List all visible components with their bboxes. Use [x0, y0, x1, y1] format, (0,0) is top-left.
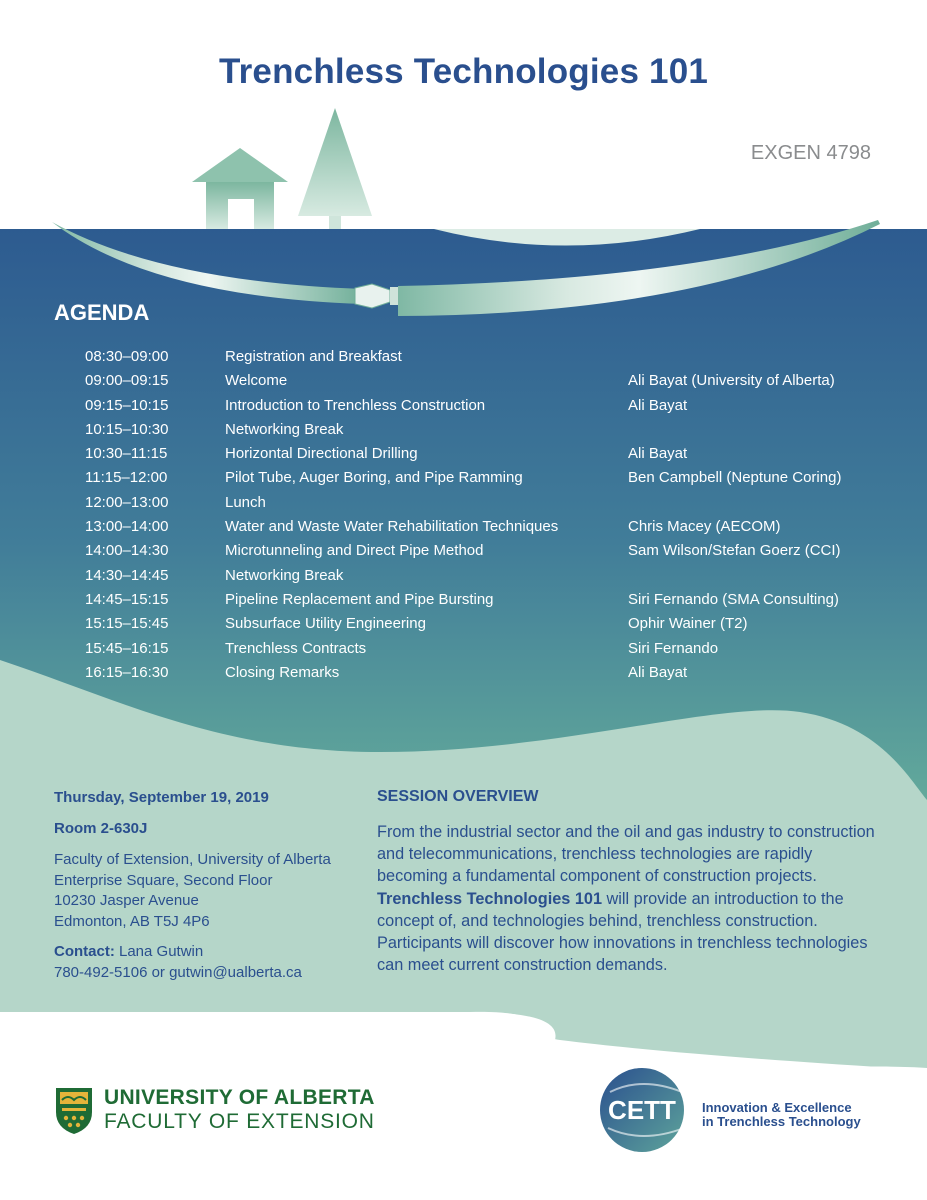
agenda-time: 16:15–16:30 — [85, 663, 169, 681]
agenda-speaker: Ophir Wainer (T2) — [628, 615, 748, 633]
agenda-time: 09:15–10:15 — [85, 396, 169, 414]
contact-name: Lana Gutwin — [114, 943, 204, 960]
address-line: 10230 Jasper Avenue — [54, 892, 199, 909]
agenda-row — [0, 515, 927, 539]
agenda-time: 15:45–16:15 — [85, 639, 169, 657]
agenda-topic: Networking Break — [225, 566, 344, 584]
agenda-time: 14:00–14:30 — [85, 542, 169, 560]
overview-course-name: Trenchless Technologies 101 — [377, 889, 603, 908]
event-address — [54, 850, 364, 932]
course-code: EXGEN 4798 — [750, 142, 871, 164]
house-door — [228, 199, 254, 229]
ua-wordmark — [104, 1086, 375, 1134]
overview-text — [377, 821, 877, 976]
ua-faculty: FACULTY OF EXTENSION — [104, 1110, 375, 1133]
agenda-time: 13:00–14:00 — [85, 518, 169, 536]
agenda-speaker: Siri Fernando — [628, 639, 719, 657]
agenda-speaker: Ali Bayat — [628, 663, 688, 681]
event-room: Room 2-630J — [54, 820, 148, 837]
agenda-table — [0, 345, 927, 685]
agenda-speaker: Siri Fernando (SMA Consulting) — [628, 590, 839, 608]
page-title: Trenchless Technologies 101 — [218, 52, 709, 91]
agenda-row — [0, 369, 927, 393]
tree-crown — [298, 108, 372, 216]
agenda-time: 10:30–11:15 — [85, 445, 168, 463]
agenda-time: 12:00–13:00 — [85, 493, 169, 511]
agenda-topic: Introduction to Trenchless Construction — [225, 396, 486, 414]
cett-tagline-line1: Innovation & Excellence — [702, 1100, 852, 1115]
agenda-time: 15:15–15:45 — [85, 615, 169, 633]
cett-tagline-line2: in Trenchless Technology — [702, 1114, 861, 1129]
overview-text-part1: From the industrial sector and the oil and gas industry to construction and telecommunications, trenchless technologies are rapidly becoming a fundamental component of construction projects. — [377, 823, 875, 886]
agenda-row — [0, 539, 927, 563]
ua-shield-icon — [54, 1086, 94, 1136]
agenda-row — [0, 466, 927, 490]
contact-block — [54, 942, 364, 983]
agenda-time: 14:45–15:15 — [85, 590, 169, 608]
agenda-topic: Pilot Tube, Auger Boring, and Pipe Ramming — [225, 469, 523, 487]
agenda-heading: AGENDA — [54, 300, 150, 325]
agenda-topic: Welcome — [225, 372, 288, 390]
contact-phone-email: 780-492-5106 or gutwin@ualberta.ca — [54, 963, 302, 981]
agenda-speaker: Ali Bayat — [628, 396, 688, 414]
agenda-time: 14:30–14:45 — [85, 566, 169, 584]
agenda-row — [0, 418, 927, 442]
tree-trunk — [329, 216, 341, 229]
agenda-row — [0, 564, 927, 588]
agenda-row — [0, 612, 927, 636]
cett-tagline — [702, 1101, 861, 1129]
overview-heading: SESSION OVERVIEW — [377, 788, 539, 805]
agenda-topic: Networking Break — [225, 420, 344, 438]
agenda-time: 11:15–12:00 — [85, 469, 168, 487]
event-details — [54, 788, 364, 983]
agenda-topic: Closing Remarks — [225, 663, 340, 681]
agenda-time: 09:00–09:15 — [85, 372, 169, 390]
agenda-row — [0, 661, 927, 685]
agenda-speaker: Ali Bayat (University of Alberta) — [628, 372, 835, 390]
agenda-speaker: Sam Wilson/Stefan Goerz (CCI) — [628, 542, 841, 560]
agenda-speaker: Ben Campbell (Neptune Coring) — [628, 469, 842, 487]
agenda-topic: Lunch — [225, 493, 266, 511]
address-line: Enterprise Square, Second Floor — [54, 871, 273, 889]
overview-text-part2: will provide an introduction to the concept of, and technologies behind, trenchless construction. Participants will discover how innovations in trenchless technologies can meet current construction demands. — [377, 889, 868, 975]
agenda-row — [0, 394, 927, 418]
agenda-row — [0, 588, 927, 612]
agenda-row — [0, 637, 927, 661]
agenda-row — [0, 442, 927, 466]
agenda-row — [0, 345, 927, 369]
agenda-topic: Registration and Breakfast — [225, 348, 402, 365]
cett-wordmark: CETT — [608, 1095, 676, 1125]
agenda-time: 10:15–10:30 — [85, 420, 169, 438]
agenda-topic: Horizontal Directional Drilling — [225, 445, 418, 463]
cett-logo-icon — [596, 1066, 700, 1154]
ua-name: UNIVERSITY OF ALBERTA — [104, 1086, 375, 1109]
agenda-topic: Water and Waste Water Rehabilitation Techniques — [225, 518, 559, 536]
drill-collar — [390, 287, 398, 305]
agenda-time: 08:30–09:00 — [85, 348, 169, 365]
agenda-row — [0, 491, 927, 515]
contact-label: Contact: — [54, 943, 115, 960]
house-roof — [192, 148, 288, 182]
contact-person — [54, 942, 364, 963]
agenda-topic: Trenchless Contracts — [225, 639, 367, 657]
agenda-topic: Pipeline Replacement and Pipe Bursting — [225, 590, 494, 608]
agenda-speaker: Ali Bayat — [628, 445, 688, 463]
event-date: Thursday, September 19, 2019 — [54, 789, 269, 806]
address-line: Faculty of Extension, University of Alberta — [54, 851, 331, 868]
agenda-topic: Subsurface Utility Engineering — [225, 615, 426, 633]
agenda-topic: Microtunneling and Direct Pipe Method — [225, 542, 484, 560]
agenda-speaker: Chris Macey (AECOM) — [628, 518, 781, 536]
address-line: Edmonton, AB T5J 4P6 — [54, 912, 210, 930]
